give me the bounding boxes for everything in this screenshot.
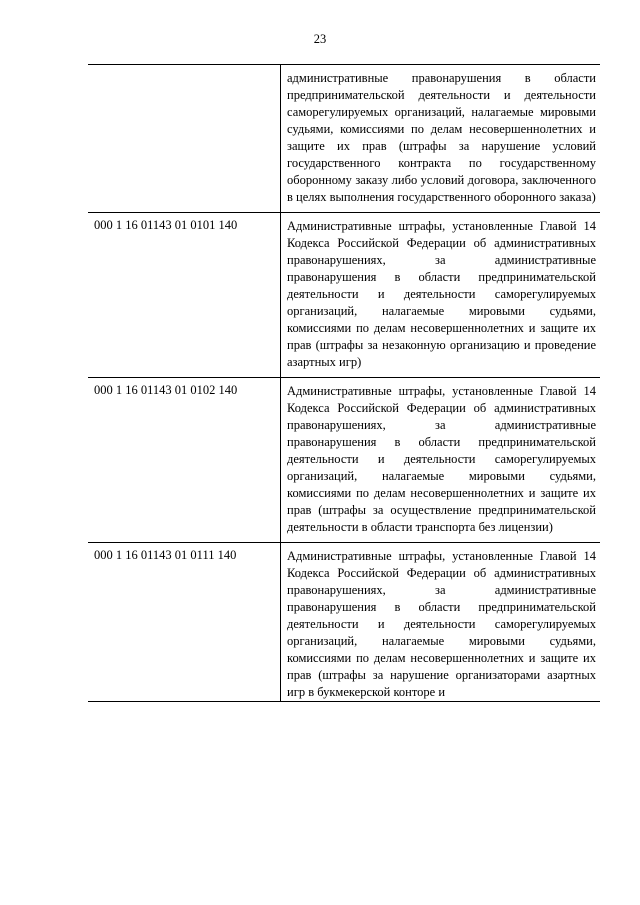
- description-cell: Административные штрафы, установленные Главой 14 Кодекса Российской Федерации об административных правонарушениях, за административные правонарушения в области предпринимательской деятельности и деятельности саморегулируемых организаций, налагаемые мировыми судьями, комиссиями по делам несовершеннолетних и защите их прав (штрафы за осуществление предпринимательской деятельности в области транспорта без лицензии): [280, 378, 600, 542]
- table-row: [88, 378, 600, 543]
- table-row: [88, 65, 600, 213]
- table-row: [88, 213, 600, 378]
- description-cell: Административные штрафы, установленные Главой 14 Кодекса Российской Федерации об административных правонарушениях, за административные правонарушения в области предпринимательской деятельности и деятельности саморегулируемых организаций, налагаемые мировыми судьями, комиссиями по делам несовершеннолетних и защите их прав (штрафы за незаконную организацию и проведение азартных игр): [280, 213, 600, 377]
- description-cell: Административные штрафы, установленные Главой 14 Кодекса Российской Федерации об административных правонарушениях, за административные правонарушения в области предпринимательской деятельности и деятельности саморегулируемых организаций, налагаемые мировыми судьями, комиссиями по делам несовершеннолетних и защите их прав (штрафы за нарушение организаторами азартных игр в букмекерской конторе и: [280, 543, 600, 701]
- description-cell: административные правонарушения в области предпринимательской деятельности и деятельности саморегулируемых организаций, налагаемые мировыми судьями, комиссиями по делам несовершеннолетних и защите их прав (штрафы за нарушение условий государственного контракта по государственному оборонному заказу либо условий договора, заключенного в целях выполнения государственного оборонного заказа): [280, 65, 600, 212]
- budget-code-cell: [88, 65, 280, 212]
- page-number: 23: [313, 32, 327, 46]
- classification-table: [88, 64, 600, 702]
- budget-code-cell: 000 1 16 01143 01 0101 140: [94, 218, 238, 232]
- budget-code-cell: 000 1 16 01143 01 0111 140: [94, 548, 237, 562]
- budget-code-cell: 000 1 16 01143 01 0102 140: [94, 383, 238, 397]
- table-row: [88, 543, 600, 702]
